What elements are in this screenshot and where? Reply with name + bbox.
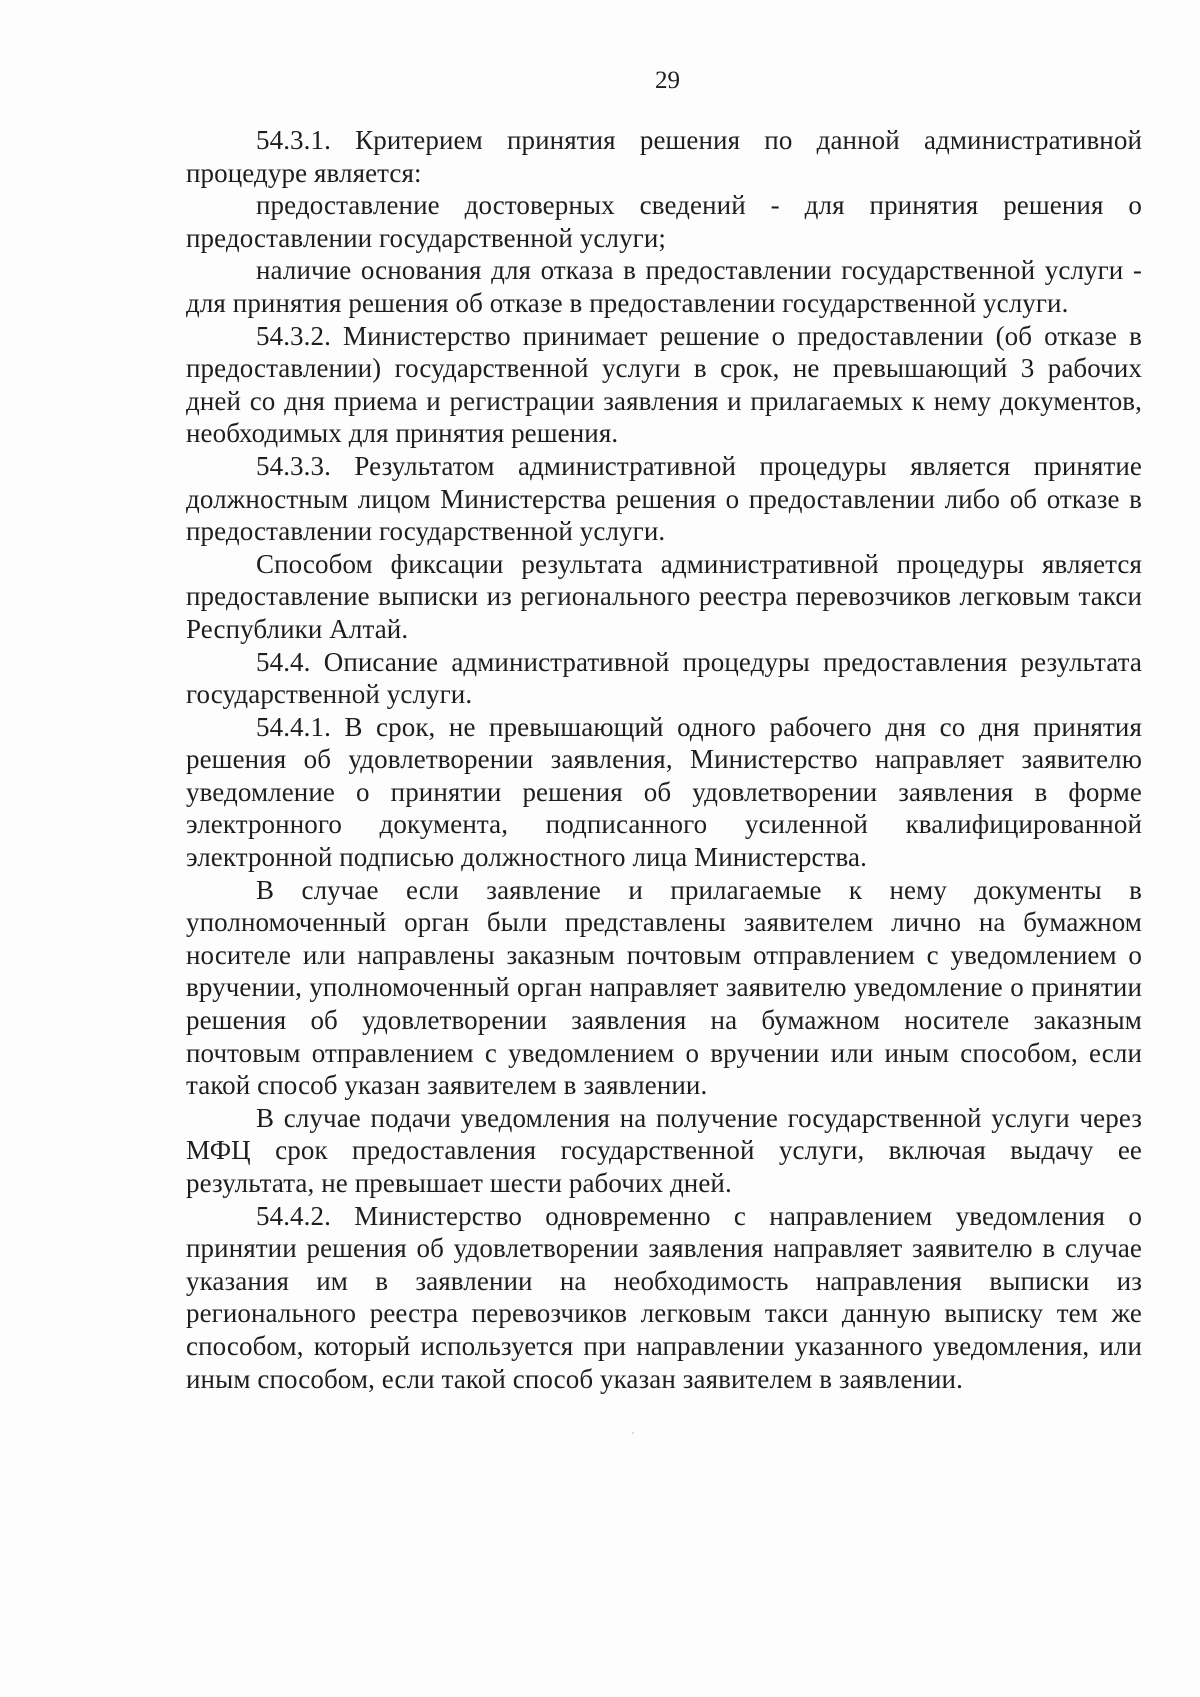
scan-speck	[632, 1432, 634, 1434]
paragraph-paper-submission: В случае если заявление и прилагаемые к нему документы в уполномоченный орган были представлены заявителем лично на бумажном носителе или направлены заказным почтовым отправлением с уведомлением о вручении, уполномоченный орган направляет заявителю уведомление о принятии решения об удовлетворении заявления на бумажном носителе заказным почтовым отправлением с уведомлением о вручении или иным способом, если такой способ указан заявителем в заявлении.	[186, 874, 1142, 1101]
paragraph-54-4: 54.4. Описание административной процедуры предоставления результата государственной услуги.	[186, 646, 1142, 710]
document-body	[186, 124, 1142, 1395]
paragraph-result-fixation: Способом фиксации результата административной процедуры является предоставление выписки из регионального реестра перевозчиков легковым такси Республики Алтай.	[186, 548, 1142, 644]
paragraph-54-3-3: 54.3.3. Результатом административной процедуры является принятие должностным лицом Министерства решения о предоставлении либо об отказе в предоставлении государственной услуги.	[186, 450, 1142, 547]
paragraph-reliable-info: предоставление достоверных сведений - для принятия решения о предоставлении государственной услуги;	[186, 190, 1142, 253]
paragraph-refusal-grounds: наличие основания для отказа в предоставлении государственной услуги - для принятия решения об отказе в предоставлении государственной услуги.	[186, 255, 1142, 318]
paragraph-54-4-2: 54.4.2. Министерство одновременно с направлением уведомления о принятии решения об удовлетворении заявления направляет заявителю в случае указания им в заявлении на необходимость направления выписки из регионального реестра перевозчиков легковым такси данную выписку тем же способом, который используется при направлении указанного уведомления, или иным способом, если такой способ указан заявителем в заявлении.	[186, 1200, 1142, 1394]
paragraph-54-3-2: 54.3.2. Министерство принимает решение о предоставлении (об отказе в предоставлении) государственной услуги в срок, не превышающий 3 рабочих дней со дня приема и регистрации заявления и прилагаемых к нему документов, необходимых для принятия решения.	[186, 320, 1142, 449]
paragraph-54-4-1: 54.4.1. В срок, не превышающий одного рабочего дня со дня принятия решения об удовлетворении заявления, Министерство направляет заявителю уведомление о принятии решения об удовлетворении заявления в форме электронного документа, подписанного усиленной квалифицированной электронной подписью должностного лица Министерства.	[186, 711, 1142, 873]
paragraph-54-3-1: 54.3.1. Критерием принятия решения по данной административной процедуре является:	[186, 125, 1142, 188]
page-number: 29	[655, 67, 680, 94]
paragraph-mfc-submission: В случае подачи уведомления на получение государственной услуги через МФЦ срок предоставления государственной услуги, включая выдачу ее результата, не превышает шести рабочих дней.	[186, 1102, 1142, 1198]
